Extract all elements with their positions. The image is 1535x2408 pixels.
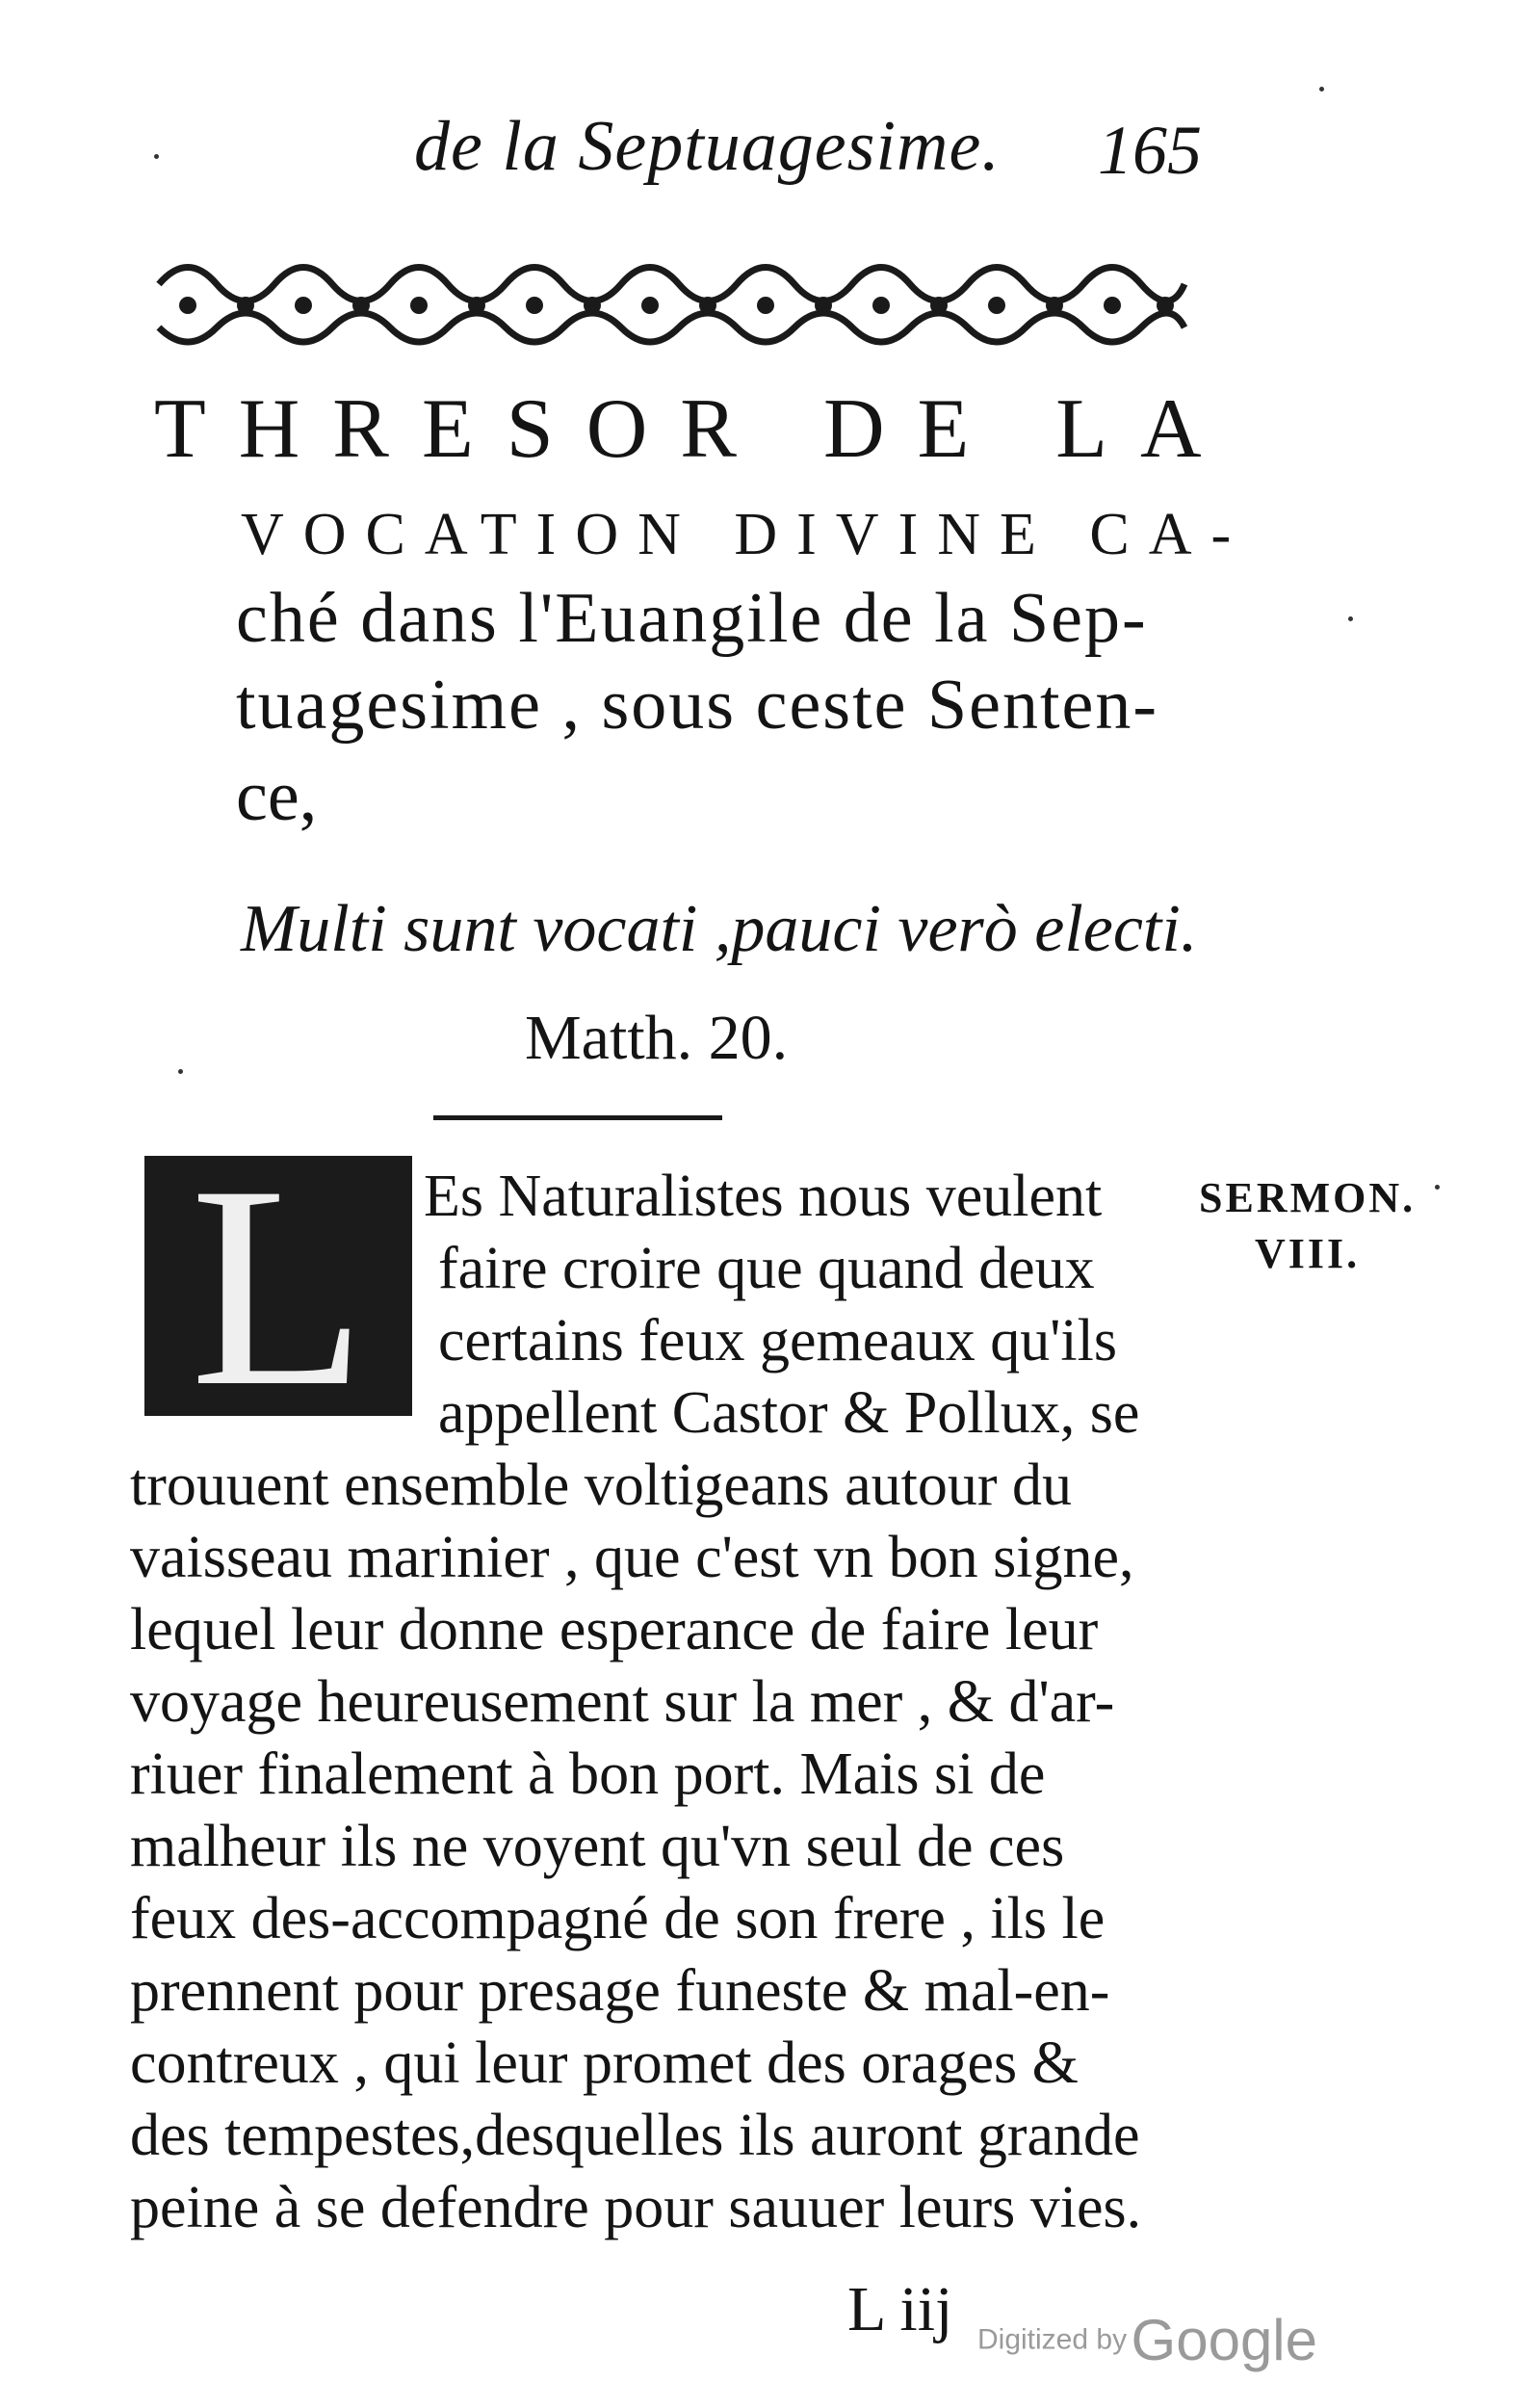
digitization-watermark xyxy=(977,2307,1317,2373)
body-line: Es Naturalistes nous veulent xyxy=(424,1164,1103,1229)
body-line: feux des-accompagné de son frere , ils le xyxy=(130,1886,1106,1951)
body-line: prennent pour presage funeste & mal-en- xyxy=(130,1958,1110,2024)
scan-speck xyxy=(1319,87,1324,92)
google-logo: Google xyxy=(1131,2308,1318,2372)
body-line: contreux , qui leur promet des orages & xyxy=(130,2030,1079,2096)
heading-line-4: tuagesime , sous ceste Senten- xyxy=(236,666,1159,745)
body-line: des tempestes,desquelles ils auront grande xyxy=(130,2103,1140,2168)
dropcap-letter: L xyxy=(190,1156,367,1416)
heading-line-1: THRESOR DE LA xyxy=(154,382,1235,476)
scan-speck xyxy=(1348,616,1353,621)
body-line: malheur ils ne voyent qu'vn seul de ces xyxy=(130,1814,1065,1879)
ornament-band xyxy=(149,246,1189,356)
scan-speck xyxy=(178,1069,183,1074)
heading-line-3: ché dans l'Euangile de la Sep- xyxy=(236,579,1148,658)
body-line: riuer finalement à bon port. Mais si de xyxy=(130,1741,1046,1807)
body-line: vaisseau marinier , que c'est vn bon signe, xyxy=(130,1525,1134,1590)
body-line: trouuent ensemble voltigeans autour du xyxy=(130,1453,1072,1518)
signature-mark: L iij xyxy=(847,2274,953,2344)
body-line: lequel leur donne esperance de faire leur xyxy=(130,1597,1099,1662)
page-number: 165 xyxy=(1098,112,1202,189)
dropcap xyxy=(144,1156,412,1416)
ornament-scroll-icon xyxy=(159,268,1184,343)
heading-line-2: VOCATION DIVINE CA- xyxy=(241,502,1251,567)
body-line: appellent Castor & Pollux, se xyxy=(438,1380,1140,1446)
latin-quote: Multi sunt vocati ,pauci verò electi. xyxy=(241,892,1198,966)
body-line: voyage heureusement sur la mer , & d'ar- xyxy=(130,1669,1115,1735)
body-line: faire croire que quand deux xyxy=(438,1236,1095,1301)
scripture-reference: Matth. 20. xyxy=(525,1003,789,1073)
body-line: peine à se defendre pour sauuer leurs vies. xyxy=(130,2175,1142,2240)
divider-rule xyxy=(433,1115,722,1120)
heading-line-5: ce, xyxy=(236,757,318,836)
body-line: certains feux gemeaux qu'ils xyxy=(438,1308,1117,1374)
running-title: de la Septuagesime. xyxy=(414,107,1001,186)
scan-speck xyxy=(1435,1185,1440,1190)
scan-speck xyxy=(154,154,159,159)
margin-note-label: SERMON. xyxy=(1199,1174,1417,1221)
margin-note-number: VIII. xyxy=(1254,1230,1361,1277)
watermark-prefix: Digitized by xyxy=(977,2323,1128,2356)
margin-note xyxy=(1199,1170,1416,1282)
